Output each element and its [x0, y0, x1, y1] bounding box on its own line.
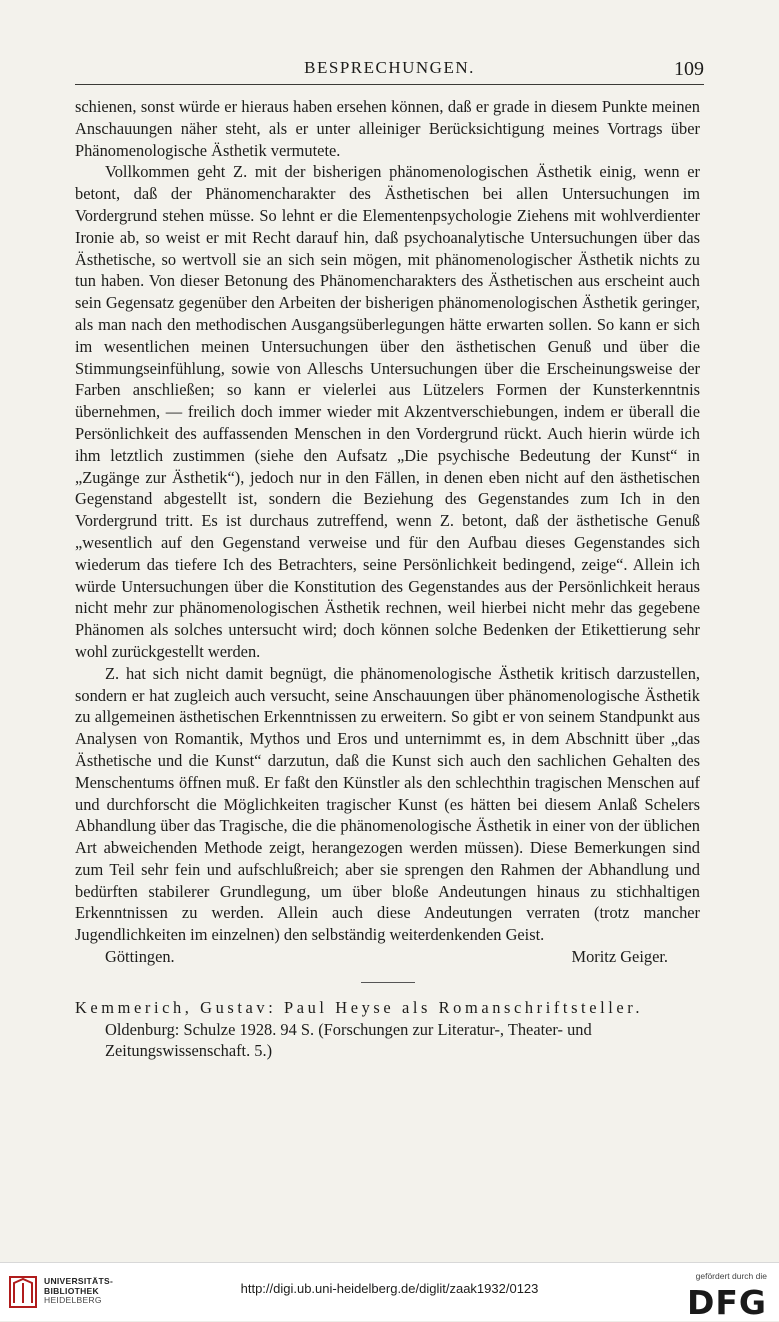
library-name-line-3: HEIDELBERG	[44, 1295, 102, 1305]
source-url[interactable]: http://digi.ub.uni-heidelberg.de/diglit/zaak1932/0123	[240, 1281, 539, 1296]
library-name-line-1: UNIVERSITÄTS-	[44, 1276, 114, 1286]
running-header	[75, 58, 704, 88]
header-title: BESPRECHUNGEN.	[304, 58, 475, 77]
separator-rule	[361, 982, 415, 983]
bibliography-entry	[75, 997, 700, 1062]
digitization-footer	[0, 1262, 779, 1321]
dfg-logo: DFG	[686, 1283, 767, 1322]
bibliography-line-2: Oldenburg: Schulze 1928. 94 S. (Forschungen zur Literatur-, Theater- und	[105, 1019, 592, 1039]
funder-caption: gefördert durch die	[695, 1271, 767, 1281]
signature-author: Moritz Geiger.	[571, 947, 668, 967]
paragraph-3: Z. hat sich nicht damit begnügt, die phänomenologische Ästhetik kritisch darzustellen, sondern er hat zugleich auch versucht, seine Anschauungen über phänomenologische Ästhetik zu allgemeinen ästhetischen Erkenntnissen zu erweitern. So gibt er von seinem Standpunkt aus Analysen von Romantik, Mythos und Eros und unternimmt es, in dem Abschnitt über „das Ästhetische und die Kunst“ darzutun, daß die Kunst sich auch den sachlichen Gehalten des Menschentums öffnen muß. Er faßt den Künstler als den schlechthin tragischen Menschen auf und durchforscht die Möglichkeiten tragischer Kunst (es hätten bei diesem Anlaß Schelers Abhandlung über das Tragische, die die phänomenologische Ästhetik in einer von der üblichen Art abweichenden Methode zeigt, herangezogen werden müssen). Diese Bemerkungen sind zum Teil sehr fein und aufschlußreich; aber sie sprengen den Rahmen der Abhandlung und bedürften stabilerer Grundlegung, um über bloße Andeutungen hinaus zu stichhaltigen Erkenntnissen zu werden. Allein auch diese Andeutungen verraten (trotz mancher Jugendlichkeiten im einzelnen) den selbständig weiterdenkenden Geist.	[75, 663, 700, 945]
review-body	[75, 96, 700, 1062]
bibliography-heading: Kemmerich, Gustav: Paul Heyse als Romanschriftsteller.	[75, 997, 644, 1017]
signature-line	[75, 946, 700, 968]
library-name-line-2: BIBLIOTHEK	[44, 1285, 99, 1296]
header-rule	[75, 84, 704, 85]
paragraph-2: Vollkommen geht Z. mit der bisherigen phänomenologischen Ästhetik einig, wenn er betont, daß der Phänomencharakter des Ästhetischen bei allen Untersuchungen im Vordergrund stehen müsse. So lehnt er die Elementenpsychologie Ziehens mit wohlverdienter Ironie ab, so weist er mit Recht darauf hin, daß psychoanalytische Untersuchungen über das Ästhetische, so wertvoll sie an sich sein mögen, mit phänomenologischer Ästhetik nichts zu tun haben. Von dieser Betonung des Phänomencharakters des Ästhetischen aus erscheint auch sein Gegensatz gegenüber den Arbeiten der bisherigen phänomenologischen Ästhetik geringer, als man nach den methodischen Ausgangsüberlegungen hätte erwarten sollen. So kann er sich im wesentlichen meinen Untersuchungen über den ästhetischen Genuß und über die Stimmungseinfühlung, sowie von Alleschs Untersuchungen über die Erscheinungsweise der Farben anschließen; so kann er vielerlei aus Lützelers Formen der Kunsterkenntnis übernehmen, — freilich doch immer wieder mit Akzentverschiebungen, indem er überall die Persönlichkeit des auffassenden Menschen in den Vordergrund rückt. Auch hierin würde ich ihm letztlich zustimmen (siehe den Aufsatz „Die psychische Bedeutung der Kunst“ in „Zugänge zur Ästhetik“), jedoch nur in den Fällen, in denen eben nicht auf den ästhetischen Gegenstand abgestellt ist, sondern die Beziehung des Gegenstandes zum Ich in den Vordergrund tritt. Es ist durchaus zutreffend, wenn Z. betont, daß der ästhetische Genuß „wesentlich auf den Gegenstand verweise und für den Aufbau dieses Gegenstandes sich wiederum das tiefere Ich des Betrachters, seine Persönlichkeit bedingend, zeige“. Allein ich würde Untersuchungen über die Konstitution des Gegenstandes aus der Persönlichkeit heraus nicht mehr zur phänomenologischen Ästhetik rechnen, weil hierbei nicht mehr das gegebene Phänomen als solches untersucht wird; doch können solche Bedenken der Etikettierung sehr wohl zurückgestellt werden.	[75, 162, 700, 661]
signature-place: Göttingen.	[105, 947, 175, 967]
paragraph-1: schienen, sonst würde er hieraus haben ersehen können, daß er grade in diesem Punkte meinen Anschauungen näher steht, als er unter alleiniger Berücksichtigung meines Vortrags über Phänomenologische Ästhetik vermutete.	[75, 97, 700, 160]
bibliography-line-3: Zeitungswissenschaft. 5.)	[105, 1041, 273, 1061]
page-number: 109	[674, 58, 704, 80]
